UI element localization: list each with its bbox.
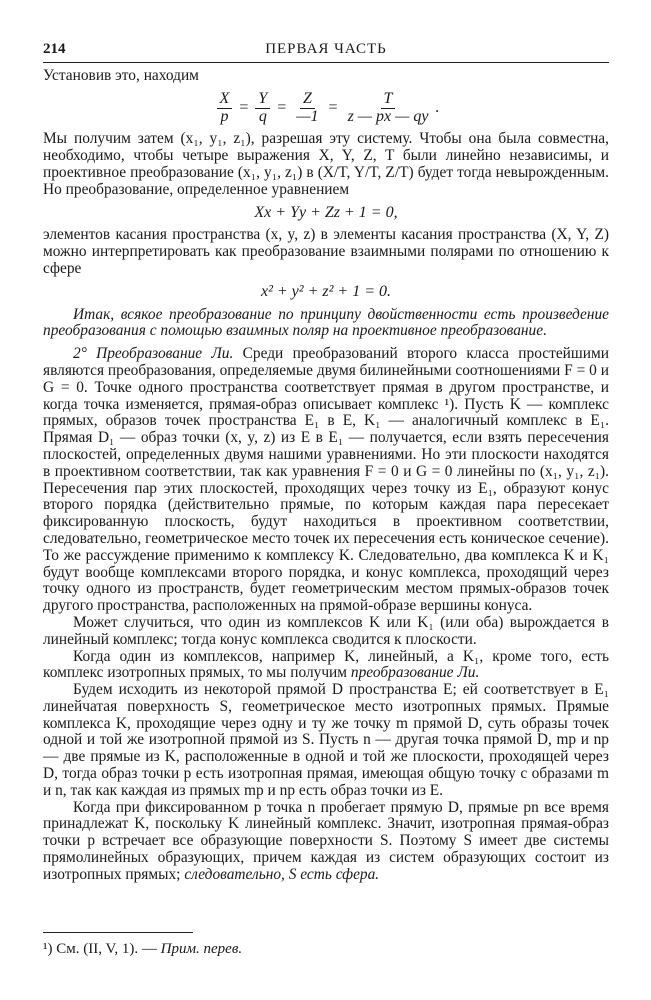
formula-polar-equation: Xx + Yy + Zz + 1 = 0,	[254, 203, 398, 221]
intro-line: Установив это, находим	[43, 67, 199, 84]
formula-sphere: x² + y² + z² + 1 = 0.	[260, 282, 391, 300]
running-title: ПЕРВАЯ ЧАСТЬ	[265, 41, 387, 57]
footnote-rule	[43, 932, 193, 933]
conclusion-paragraph: Итак, всякое преобразование по принципу двойственности есть произведение преобразования с помощью взаимных поляр на проективное преобразование.	[43, 305, 609, 340]
paragraph: Когда один из комплексов, например K, линейный, а K₁, кроме того, есть комплекс изотропных прямых, то мы получим преобразование Ли.	[43, 647, 609, 682]
page-number: 214	[43, 41, 66, 57]
fraction-y-q: $\frac{Y}{q}$	[255, 91, 270, 126]
section-paragraph: 2° Преобразование Ли. Среди преобразований второго класса простейшими являются преобразования, определяемые двумя билинейными соотношениями F = 0 и G = 0. Точке одного пространства соответствует прямая в другом пространстве, и когда точка изменяется, прямая-образ описывает комплекс ¹). Пусть K — комплекс прямых, образов точек пространства E₁ в E, K₁ — аналогичный комплекс в E₁. Прямая D₁ — образ точки (x, y, z) из E в E₁ — получается, если взять пересечения плоскостей, определенных двумя нашими уравнениями. Но эти плоскости находятся в проективном соответствии, так как уравнения F = 0 и G = 0 линейны по (x₁, y₁, z₁). Пересечения пар этих плоскостей, проходящих через точку из E₁, образуют конус второго порядка (действительно прямые, по которым каждая пара пересекает фиксированную плоскость, будут находиться в проективном соответствии, следовательно, геометрическое место точек их пересечения есть коническое сечение). То же рассуждение применимо к комплексу K. Следовательно, два комплекса K и K₁ будут вообще комплексами второго порядка, и конус комплекса, проходящий через точку одного из пространств, будет геометрическим местом прямых-образов точек другого пространства, расположенных на прямой-образе вершины конуса.	[43, 345, 609, 615]
paragraph: Будем исходить из некоторой прямой D пространства E; ей соответствует в E₁ линейчатая поверхность S, геометрическое место изотропных прямых. Прямые комплекса K, проходящие через одну и ту же точку m прямой D, суть образы точек одной и той же изотропной прямой из S. Пусть n — другая точка прямой D, mp и np — две прямые из K, расположенные в одной и той же плоскости, проходящей через D, тогда образ точки p есть изотропная прямая, имеющая общую точку с образами m и n, так как каждая из прямых mp и np есть образ точки из E.	[43, 681, 609, 799]
fraction-z-minus1: $\frac{Z}{—1}$	[296, 89, 319, 125]
body-text	[43, 68, 609, 884]
formula-ratios: $\frac{X}{p}$ = $\frac{Y}{q}$ = $\frac{Z}{—1}$ = $\frac{T}{z — px — qy}$ .	[43, 91, 609, 126]
section-heading: 2° Преобразование Ли.	[73, 345, 234, 363]
fraction-t: $\frac{T}{z — px — qy}$	[347, 89, 429, 125]
paragraph: Мы получим затем (x₁, y₁, z₁), разрешая эту систему. Чтобы она была совместна, необходимо, чтобы четыре выражения X, Y, Z, T были линейно независимы, и проективное преобразование (x₁, y₁, z₁) в (X/T, Y/T, Z/T) будет тогда невырожденным. Но преобразование, определенное уравнением	[43, 130, 609, 198]
header-rule	[43, 62, 609, 63]
paragraph: Может случиться, что один из комплексов K или K₁ (или оба) вырождается в линейный комплекс; тогда конус комплекса сводится к плоскости.	[43, 613, 609, 648]
page-header	[43, 38, 609, 60]
paragraph: Когда при фиксированном p точка n пробегает прямую D, прямые pn все время принадлежат K, поскольку K линейный комплекс. Значит, изотропная прямая-образ точки p встречает все образующие поверхности S. Поэтому S имеет две системы прямолинейных образующих, причем каждая из систем образующих состоит из изотропных прямых; следовательно, S есть сфера.	[43, 798, 609, 883]
fraction-x-p: $\frac{X}{p}$	[217, 91, 233, 126]
paragraph: элементов касания пространства (x, y, z) в элементы касания пространства (X, Y, Z) можно интерпретировать как преобразование взаимными полярами по отношению к сфере	[43, 226, 609, 277]
footnote: ¹) См. (II, V, 1). — Прим. перев.	[43, 941, 243, 957]
